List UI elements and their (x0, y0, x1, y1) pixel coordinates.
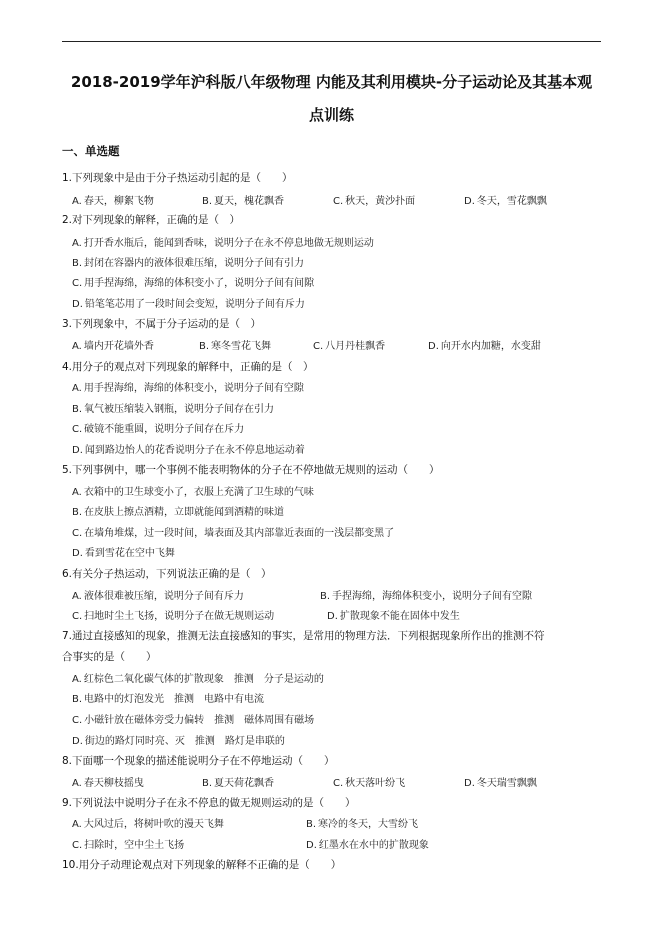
option-b: B. 氧气被压缩装入钢瓶，说明分子间存在引力 (72, 404, 275, 415)
option-d: D. 闻到路边怡人的花香说明分子在永不停息地运动着 (72, 445, 305, 456)
option-b: B. 电路中的灯泡发光 推测 电路中有电流 (72, 694, 265, 705)
option-d: D. 冬天，雪花飘飘 (464, 196, 547, 207)
document-title: 2018-2019学年沪科版八年级物理 内能及其利用模块-分子运动论及其基本观 (70, 73, 593, 91)
option-d: D. 向开水内加糖，水变甜 (428, 341, 541, 352)
question-stem: 10.用分子动理论观点对下列现象的解释不正确的是（ ） (62, 859, 342, 871)
option-c: C. 扫地时尘土飞扬，说明分子在做无规则运动 (72, 611, 275, 622)
section-heading: 一、单选题 (62, 144, 120, 158)
question-stem: 9.下列说法中说明分子在永不停息的做无规则运动的是（ ） (62, 797, 356, 809)
option-a: A. 衣箱中的卫生球变小了，衣服上充满了卫生球的气味 (72, 487, 314, 498)
option-a: A. 春天柳枝摇曳 (72, 778, 144, 789)
option-d: D. 街边的路灯同时亮、灭 推测 路灯是串联的 (72, 736, 285, 747)
option-c: C. 小磁针放在磁体旁受力偏转 推测 磁体周围有磁场 (72, 715, 315, 726)
header-rule (62, 41, 601, 42)
question-stem-continued: 合事实的是（ ） (62, 651, 157, 663)
question-stem: 3.下列现象中，不属于分子运动的是（ ） (62, 318, 262, 330)
option-a: A. 打开香水瓶后，能闻到香味，说明分子在永不停息地做无规则运动 (72, 238, 374, 249)
option-c: C. 扫除时，空中尘土飞扬 (72, 840, 185, 851)
option-c: C. 破镜不能重圆，说明分子间存在斥力 (72, 424, 245, 435)
option-c: C. 秋天落叶纷飞 (333, 778, 406, 789)
option-c: C. 在墙角堆煤，过一段时间，墙表面及其内部靠近表面的一浅层都变黑了 (72, 528, 395, 539)
option-a: A. 红棕色二氧化碳气体的扩散现象 推测 分子是运动的 (72, 674, 324, 685)
option-d: D. 扩散现象不能在固体中发生 (327, 611, 460, 622)
option-b: B. 夏天，槐花飘香 (202, 196, 285, 207)
option-b: B. 夏天荷花飘香 (202, 778, 275, 789)
option-b: B. 封闭在容器内的液体很难压缩，说明分子间有引力 (72, 258, 305, 269)
question-stem: 4.用分子的观点对下列现象的解释中，正确的是（ ） (62, 361, 314, 373)
option-d: D. 铅笔笔芯用了一段时间会变短，说明分子间有斥力 (72, 299, 305, 310)
option-d: D. 红墨水在水中的扩散现象 (306, 840, 429, 851)
option-d: D. 看到雪花在空中飞舞 (72, 548, 175, 559)
option-a: A. 墙内开花墙外香 (72, 341, 154, 352)
option-a: A. 大风过后，将树叶吹的漫天飞舞 (72, 819, 224, 830)
option-c: C. 用手捏海绵，海绵的体积变小了，说明分子间有间隙 (72, 278, 315, 289)
option-c: C. 秋天，黄沙扑面 (333, 196, 416, 207)
option-b: B. 在皮肤上擦点酒精，立即就能闻到酒精的味道 (72, 507, 285, 518)
option-a: A. 用手捏海绵，海绵的体积变小，说明分子间有空隙 (72, 383, 304, 394)
question-stem: 2.对下列现象的解释，正确的是（ ） (62, 214, 241, 226)
question-stem: 8.下面哪一个现象的描述能说明分子在不停地运动（ ） (62, 755, 335, 767)
question-stem: 5.下列事例中，哪一个事例不能表明物体的分子在不停地做无规则的运动（ ） (62, 464, 440, 476)
option-c: C. 八月丹桂飘香 (313, 341, 386, 352)
option-a: A. 液体很难被压缩，说明分子间有斥力 (72, 591, 244, 602)
option-b: B. 寒冷的冬天，大雪纷飞 (306, 819, 419, 830)
option-a: A. 春天，柳絮飞物 (72, 196, 154, 207)
option-b: B. 寒冬雪花飞舞 (199, 341, 272, 352)
document-title-continued: 点训练 (308, 106, 354, 124)
question-stem: 6.有关分子热运动，下列说法正确的是（ ） (62, 568, 272, 580)
option-d: D. 冬天瑞雪飘飘 (464, 778, 537, 789)
question-stem: 1.下列现象中是由于分子热运动引起的是（ ） (62, 172, 293, 184)
option-b: B. 手捏海绵，海绵体积变小，说明分子间有空隙 (320, 591, 533, 602)
question-stem: 7.通过直接感知的现象，推测无法直接感知的事实，是常用的物理方法．下列根据现象所作出的推测不符 (62, 630, 545, 642)
